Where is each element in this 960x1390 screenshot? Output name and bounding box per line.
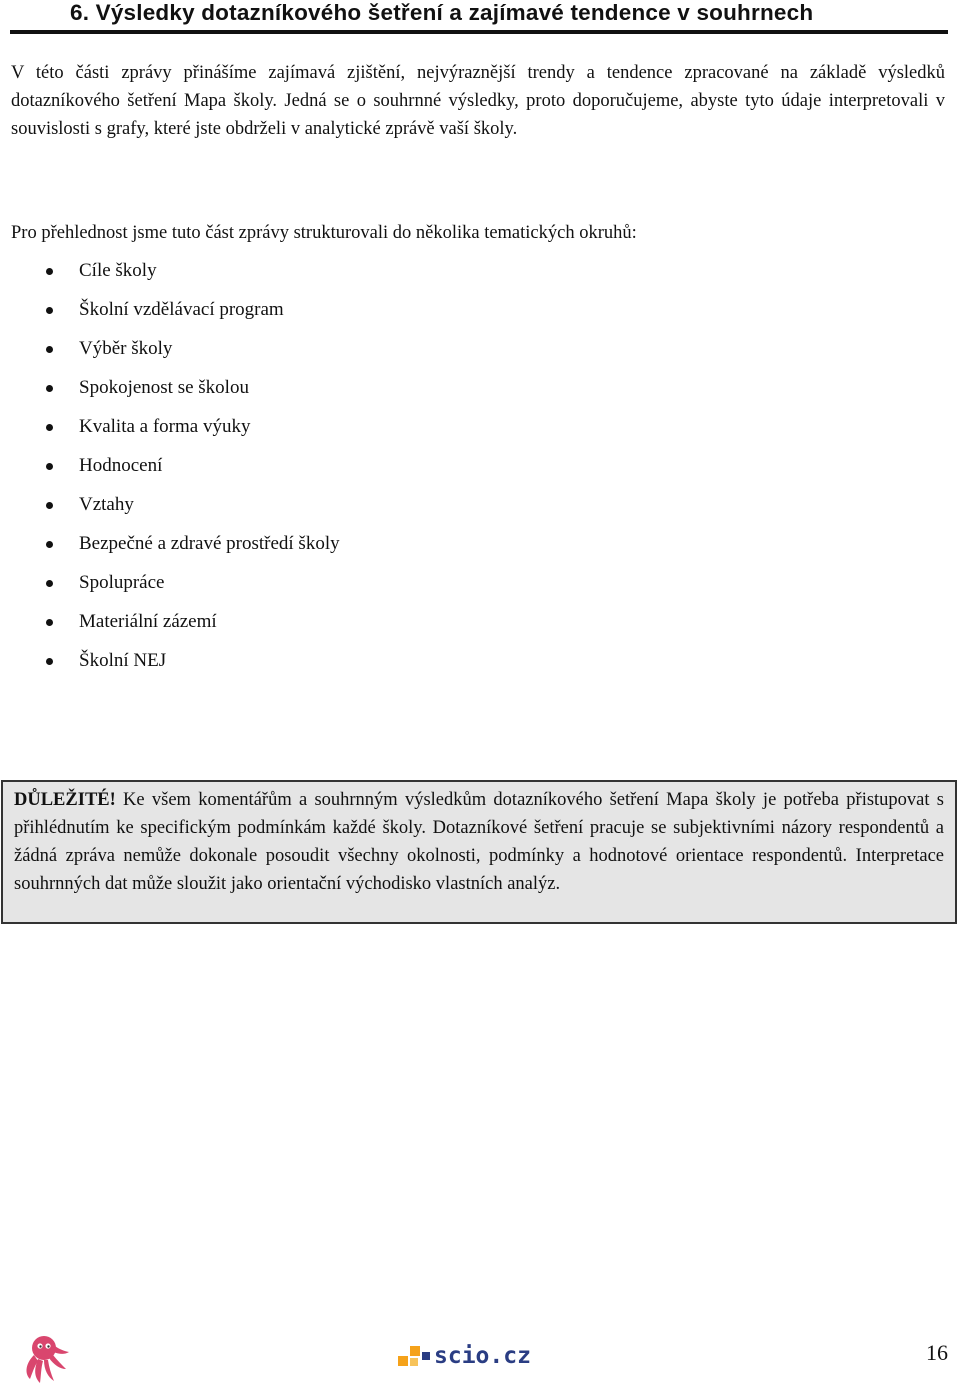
scio-squares-icon xyxy=(398,1344,432,1368)
important-note-box xyxy=(1,780,957,924)
list-item-label: Školní NEJ xyxy=(79,650,167,671)
list-item xyxy=(0,531,340,570)
list-item xyxy=(0,492,340,531)
bullet-icon xyxy=(46,502,53,509)
list-item-label: Spokojenost se školou xyxy=(79,377,249,398)
octopus-logo-icon xyxy=(22,1333,72,1385)
list-item xyxy=(0,414,340,453)
bullet-icon xyxy=(46,619,53,626)
bullet-icon xyxy=(46,385,53,392)
note-heading: DŮLEŽITÉ! xyxy=(14,790,116,810)
list-item xyxy=(0,258,340,297)
list-item xyxy=(0,609,340,648)
list-item xyxy=(0,375,340,414)
bullet-icon xyxy=(46,346,53,353)
bullet-icon xyxy=(46,307,53,314)
scio-brand-text: scio.cz xyxy=(434,1343,531,1369)
list-item-label: Spolupráce xyxy=(79,572,165,593)
bullet-icon xyxy=(46,580,53,587)
note-text: Ke všem komentářům a souhrnným výsledkům dotazníkového šetření Mapa školy je potřeba přistupovat s přihlédnutím ke specifickým podmínkám každé školy. Dotazníkové šetření pracuje se subjektivními názory respondentů a žádná zpráva nemůže dokonale posoudit všechny okolnosti, podmínky a hodnotové orientace respondentů. Interpretace souhrnných dat může sloužit jako orientační východisko vlastních analýz. xyxy=(14,790,944,894)
bullet-icon xyxy=(46,268,53,275)
bullet-icon xyxy=(46,463,53,470)
scio-logo xyxy=(398,1340,531,1372)
list-item xyxy=(0,336,340,375)
list-item-label: Materiální zázemí xyxy=(79,611,217,632)
bullet-icon xyxy=(46,424,53,431)
topics-list xyxy=(0,258,340,687)
list-item-label: Školní vzdělávací program xyxy=(79,299,284,320)
list-item-label: Cíle školy xyxy=(79,260,157,281)
list-item-label: Hodnocení xyxy=(79,455,163,476)
bullet-icon xyxy=(46,658,53,665)
list-item-label: Výběr školy xyxy=(79,338,173,359)
list-item-label: Vztahy xyxy=(79,494,134,515)
bullet-icon xyxy=(46,541,53,548)
list-item xyxy=(0,648,340,687)
list-item-label: Kvalita a forma výuky xyxy=(79,416,251,437)
list-item xyxy=(0,570,340,609)
list-item xyxy=(0,297,340,336)
topics-lead: Pro přehlednost jsme tuto část zprávy strukturovali do několika tematických okruhů: xyxy=(11,223,637,243)
page-title: 6. Výsledky dotazníkového šetření a zajímavé tendence v souhrnech xyxy=(70,0,814,25)
list-item xyxy=(0,453,340,492)
page-number: 16 xyxy=(926,1340,948,1365)
intro-paragraph: V této části zprávy přinášíme zajímavá zjištění, nejvýraznější trendy a tendence zpracované na základě výsledků dotazníkového šetření Mapa školy. Jedná se o souhrnné výsledky, proto doporučujeme, abyste tyto údaje interpretovali v souvislosti s grafy, které jste obdrželi v analytické zprávě vaší školy. xyxy=(11,63,945,139)
list-item-label: Bezpečné a zdravé prostředí školy xyxy=(79,533,340,554)
title-rule xyxy=(10,30,948,34)
